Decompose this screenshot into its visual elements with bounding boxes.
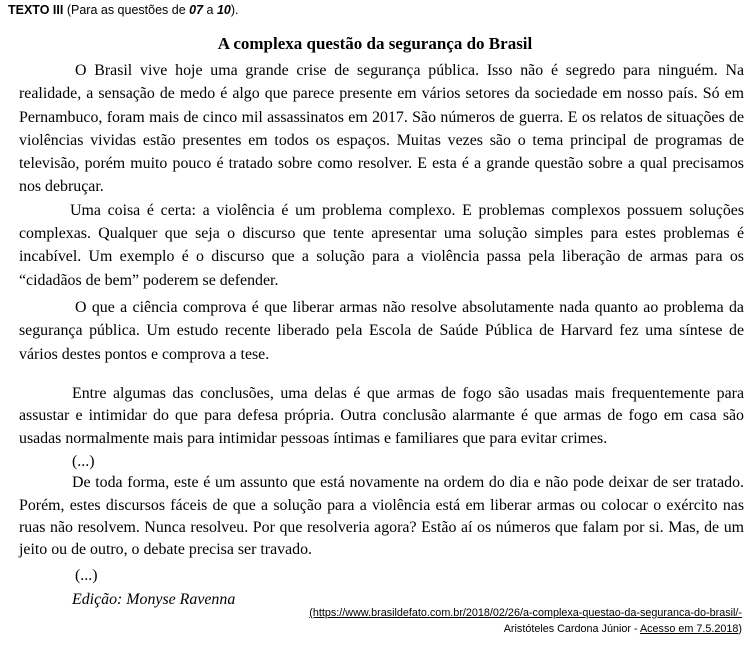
questions-to: 10	[216, 3, 231, 17]
ellipsis-2: (...)	[75, 566, 98, 584]
paragraph-4: Entre algumas das conclusões, uma delas é que armas de fogo são usadas mais frequentemente para assustar e intimidar do que para defesa própria. Outra conclusão alarmante é que armas de fogo em casa são usadas normalmente mais para intimidar pessoas íntimas e familiares que para evitar crimes.	[19, 384, 744, 448]
text-header	[8, 3, 238, 17]
paragraph-1: O Brasil vive hoje uma grande crise de segurança pública. Isso não é segredo para ninguém. Na realidade, a sensação de medo é algo que parece presente em vários setores da sociedade em nosso país. Só em Pernambuco, foram mais de cinco mil assassinatos em 2017. São números de guerra. E os relatos de situações de violências vividas estão presentes em todos os espaços. Muitas vezes são o tema principal de programas de televisão, porém muito pouco é tratado sobre como resolver. E esta é a grande questão sobre a qual precisamos nos debruçar.	[19, 62, 744, 196]
ellipsis-1: (...)	[72, 452, 95, 470]
access-date: Acesso em 7.5.2018	[639, 622, 739, 635]
paragraph-2: Uma coisa é certa: a violência é um problema complexo. E problemas complexos possuem soluções complexas. Qualquer que seja o discurso que tente apresentar uma solução simples para estes problemas é incabível. Um exemplo é o discurso que a solução para a violência passa pela liberação de armas para os “cidadãos de bem” poderem se defender.	[19, 201, 744, 289]
source-close: )	[738, 622, 742, 635]
paragraph-3: O que a ciência comprova é que liberar armas não resolve absolutamente nada quanto ao problema da segurança pública. Um estudo recente liberado pela Escola de Saúde Pública de Harvard fez uma síntese de vários destes pontos e comprova a tese.	[19, 298, 744, 363]
text-label: TEXTO III	[8, 3, 64, 17]
paragraph-5: De toda forma, este é um assunto que está novamente na ordem do dia e não pode deixar de ser tratado. Porém, estes discursos fáceis de que a solução para a violência está em liberar armas ou colocar o exército nas ruas não resolvem. Nunca resolveu. Por que resolveria agora? Estão aí os números que falam por si. Mas, de um jeito ou de outro, o debate precisa ser travado.	[19, 474, 744, 559]
edition-credit: Edição: Monyse Ravenna	[72, 590, 236, 608]
source-author: Aristóteles Cardona Júnior -	[503, 622, 640, 635]
questions-note-mid: a	[203, 3, 217, 17]
questions-note-prefix: (Para as questões de	[66, 3, 190, 17]
source-citation	[309, 606, 742, 637]
article-title: A complexa questão da segurança do Brasil	[217, 34, 533, 53]
source-url[interactable]: (https://www.brasildefato.com.br/2018/02/26/a-complexa-questao-da-seguranca-do-brasil/-	[309, 607, 742, 619]
questions-from: 07	[189, 3, 204, 17]
article-body	[19, 59, 744, 611]
questions-note-suffix: ).	[230, 3, 239, 17]
